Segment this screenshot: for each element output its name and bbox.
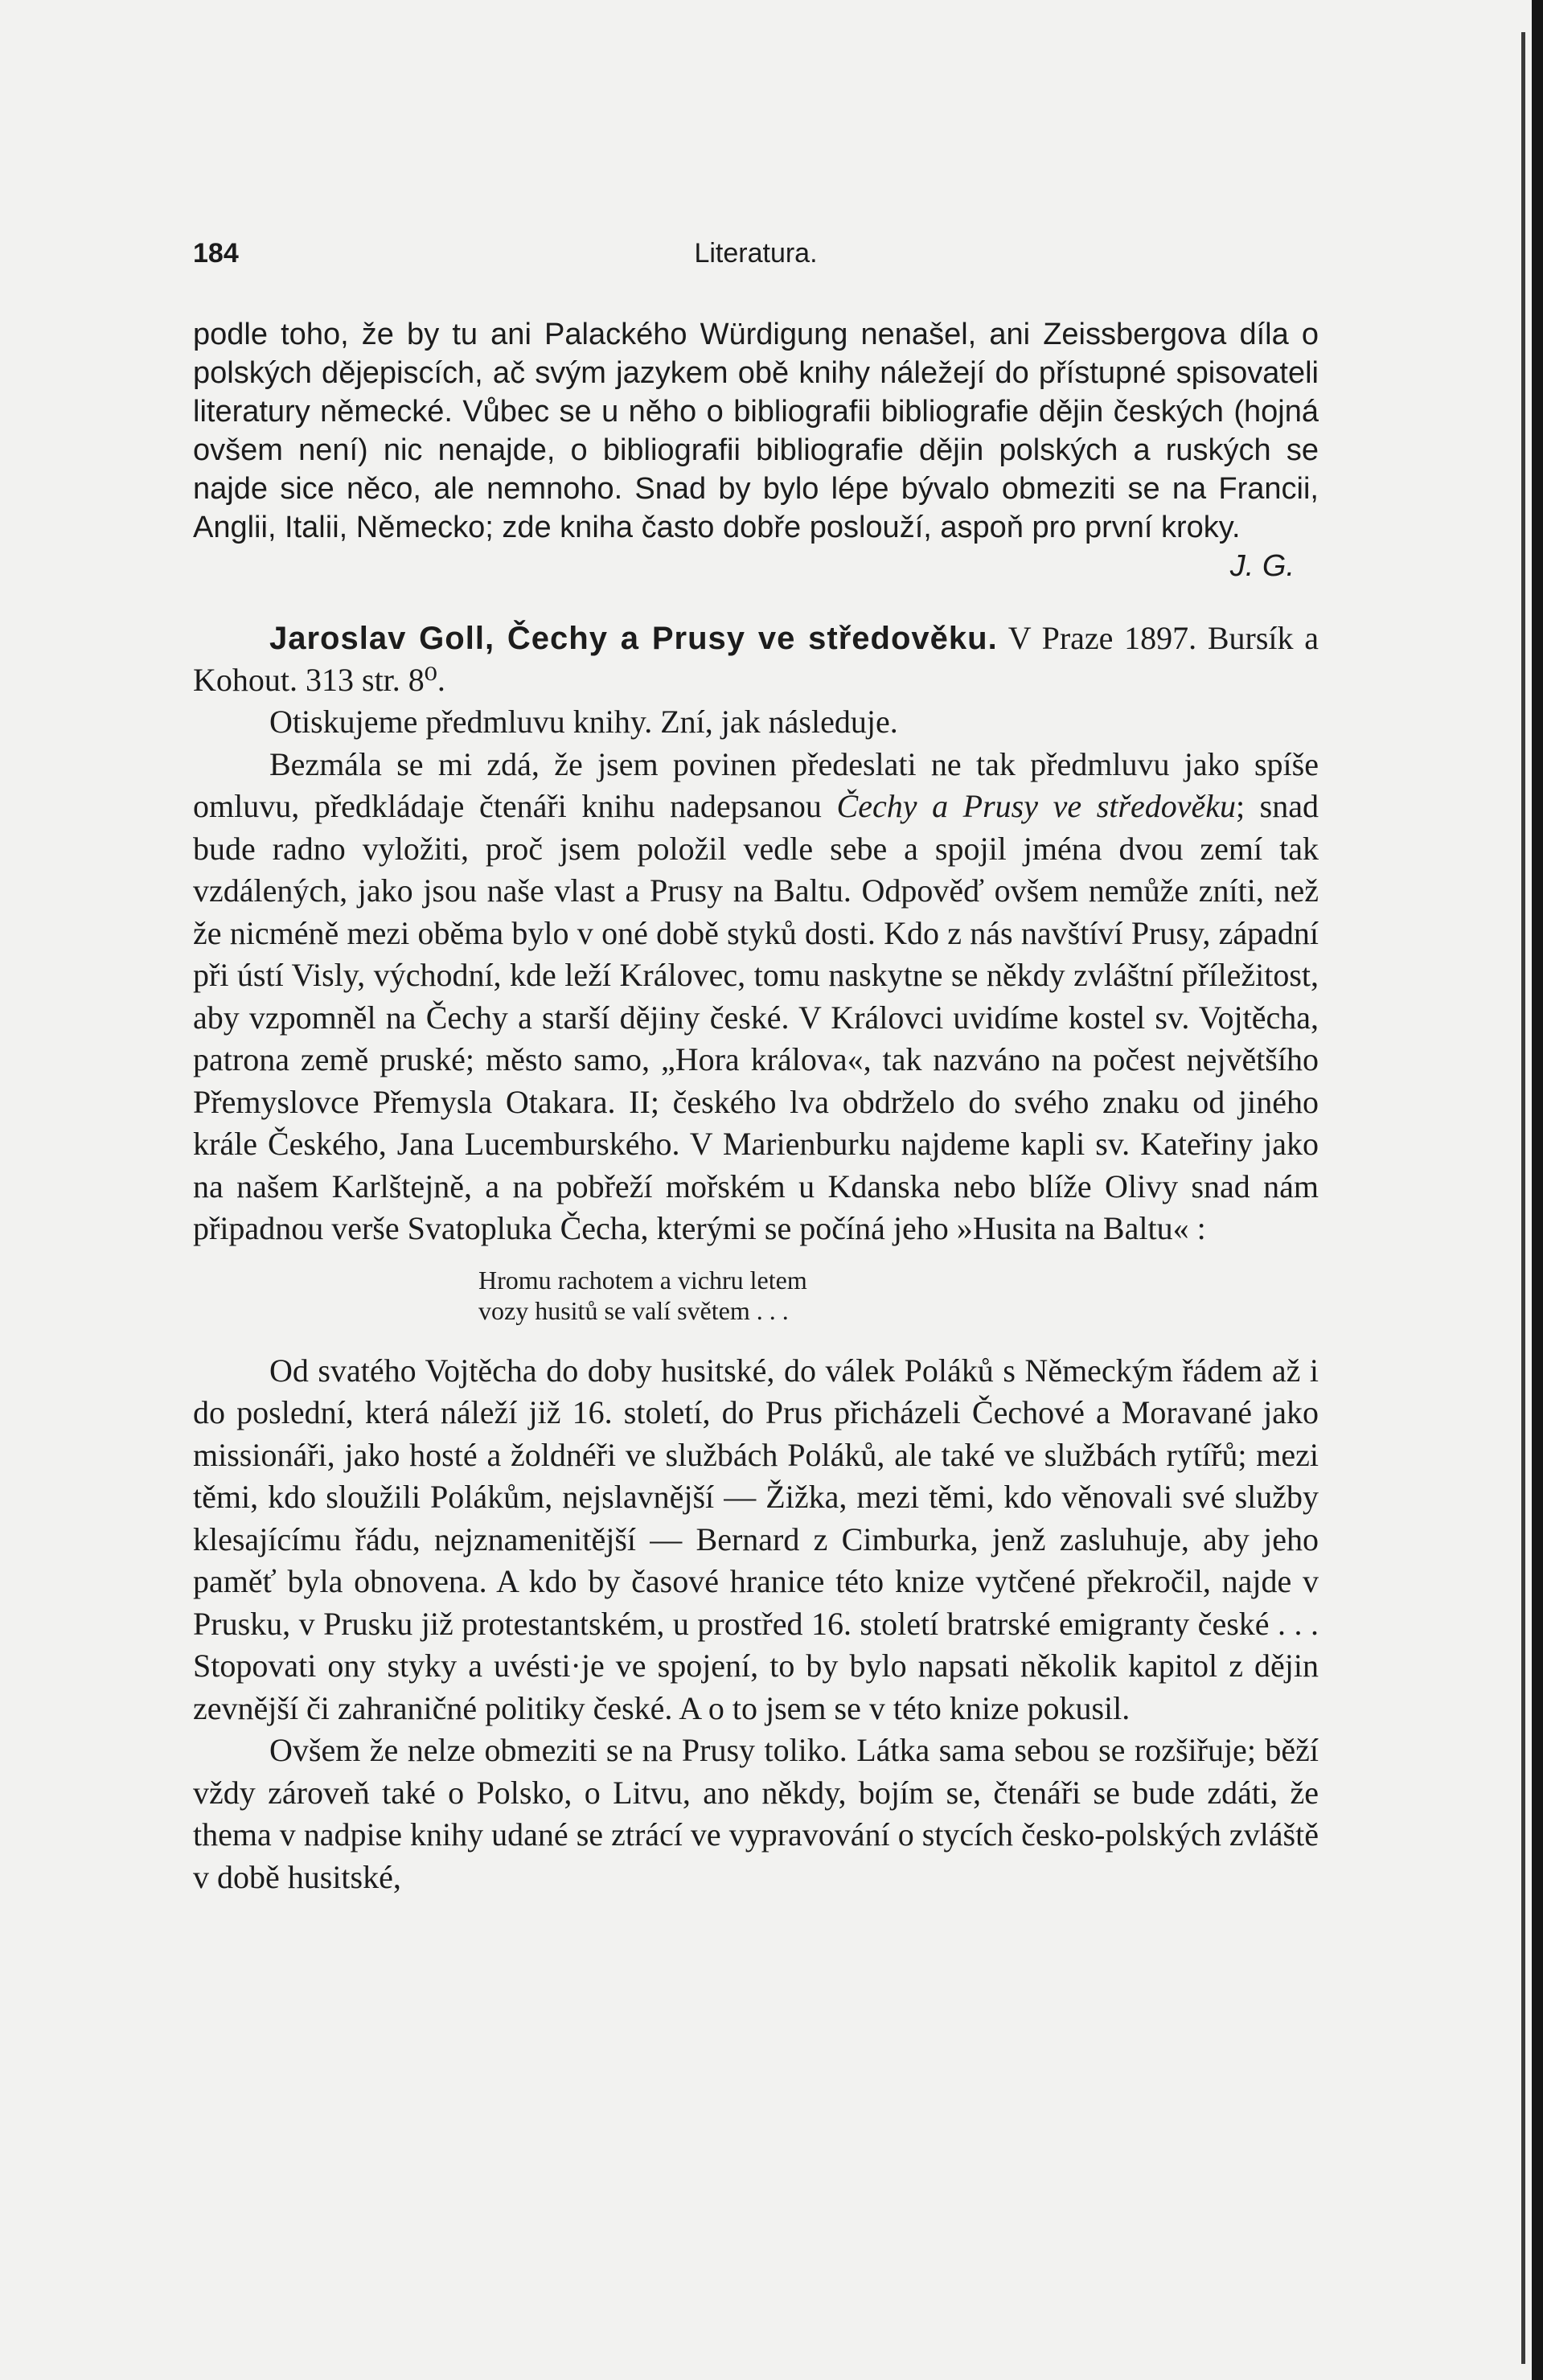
- book-title-italic: Čechy a Prusy ve středověku: [836, 788, 1236, 824]
- verse-quote: [478, 1265, 1319, 1326]
- scan-border: [1532, 0, 1543, 2380]
- previous-review-ending: [193, 315, 1319, 585]
- previous-review-text: podle toho, že by tu ani Palackého Würdigung nenašel, ani Zeissbergova díla o polských dějepiscích, ač svým jazykem obě knihy náležejí do přístupné spisovateli literatury německé. Vůbec se u něho o bibliografii bibliografie dějin českých (hojná ovšem není) nic nenajde, o bibliografii bibliografie dějin polských a ruských se najde sice něco, ale nemnoho. Snad by bylo lépe bývalo obmeziti se na Francii, Anglii, Italii, Německo; zde kniha často dobře poslouží, aspoň pro první kroky.: [193, 318, 1319, 544]
- book-author-title: Jaroslav Goll, Čechy a Prusy ve středověku.: [269, 621, 998, 656]
- paragraph-preface-3: Ovšem že nelze obmeziti se na Prusy toliko. Látka sama sebou se rozšiřuje; běží vždy zároveň také o Polsko, o Litvu, ano někdy, bojím se, čtenáři se bude zdáti, že thema v nadpise knihy udané se ztrácí ve vypravování o stycích česko-polských zvláště v době husitské,: [193, 1732, 1319, 1895]
- paragraph-intro: Otiskujeme předmluvu knihy. Zní, jak následuje.: [269, 704, 898, 740]
- preface-text-start: Bezmála se mi zdá, že jsem povinen předeslati ne tak předmluvu jako spíše omluvu, předkládaje čtenáři knihu nadepsanou: [193, 745, 1319, 824]
- preface-text-end: ; snad bude radno vyložiti, proč jsem položil vedle sebe a spojil jména dvou zemí tak vzdálených, jako jsou naše vlast a Prusy na Baltu. Odpověď ovšem nemůže zníti, než že nicméně mezi oběma bylo v oné době styků dosti. Kdo z nás navštíví Prusy, západní při ústí Visly, východní, kde leží Královec, tomu naskytne se někdy zvláštní příležitost, aby vzpomněl na Čechy a starší dějiny české. V Královci uvidíme kostel sv. Vojtěcha, patrona země pruské; město samo, „Hora králova«, tak nazváno na počest největšího Přemyslovce Přemysla Otakara. II; českého lva obdrželo do svého znaku od jiného krále Českého, Jana Lucemburského. V Marienburku najdeme kapli sv. Kateřiny jako na našem Karlštejně, a na pobřeží mořském u Kdanska nebo blíže Olivy snad nám připadnou verše Svatopluka Čecha, kterými se počíná jeho »Husita na Baltu« :: [193, 788, 1319, 1246]
- paragraph-preface-1: [193, 744, 1319, 1250]
- book-publication-info: V Praze 1897. Bursík a Kohout. 313 str. 8⁰.: [193, 620, 1319, 698]
- running-head: [193, 233, 1319, 281]
- book-page: [193, 233, 1319, 2340]
- running-title: Literatura.: [694, 238, 818, 269]
- review-heading: [193, 618, 1319, 701]
- reviewer-initials: J. G.: [1229, 549, 1295, 583]
- page-number: 184: [193, 238, 239, 269]
- verse-line: vozy husitů se valí světem . . .: [478, 1295, 789, 1325]
- scan-edge-line: [1521, 32, 1525, 2364]
- paragraph-preface-2: Od svatého Vojtěcha do doby husitské, do válek Poláků s Německým řádem až i do poslední, která náleží již 16. století, do Prus přicházeli Čechové a Moravané jako missionáři, jako hosté a žoldnéři ve službách Poláků, ale také ve službách rytířů; mezi těmi, kdo sloužili Polákům, nejslavnější — Žižka, mezi těmi, kdo věnovali své služby klesajícímu řádu, nejznamenitější — Bernard z Cimburka, jenž zasluhuje, aby jeho paměť byla obnovena. A kdo by časové hranice této knize vytčené překročil, najde v Prusku, v Prusku již protestantském, u prostřed 16. století bratrské emigranty české . . . Stopovati ony styky a uvésti·je ve spojení, to by bylo napsati několik kapitol z dějin zevnější či zahraničné politiky české. A o to jsem se v této knize pokusil.: [193, 1352, 1319, 1726]
- verse-line: Hromu rachotem a vichru letem: [478, 1265, 807, 1295]
